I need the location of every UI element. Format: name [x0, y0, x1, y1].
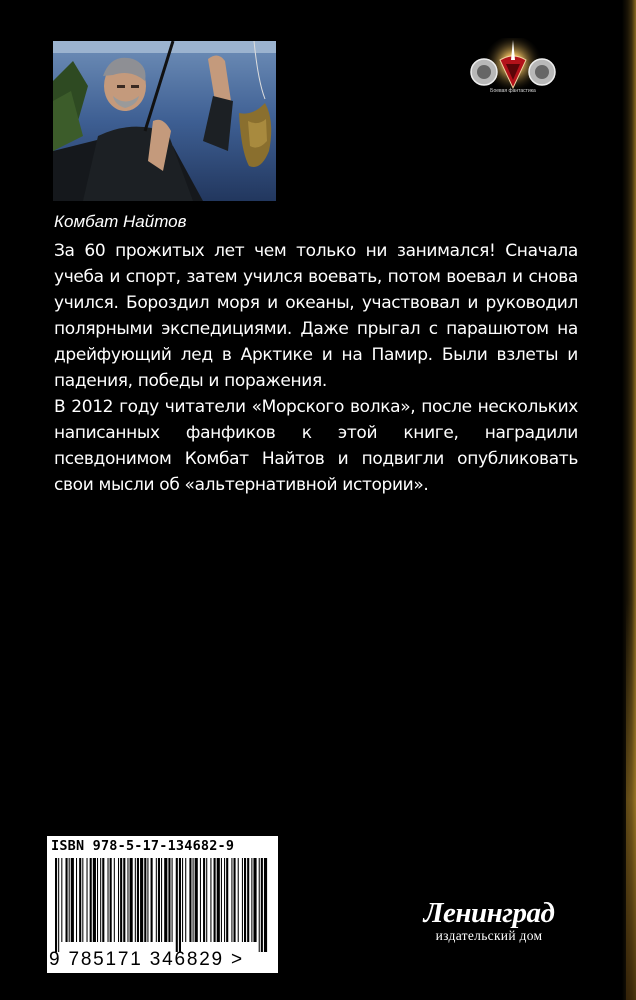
- barcode-bar: [120, 858, 122, 942]
- barcode-bar: [244, 858, 246, 942]
- barcode-bar: [226, 858, 228, 942]
- barcode-bar: [193, 858, 194, 942]
- spine-edge-glow: [626, 600, 636, 1000]
- bio-paragraph: За 60 прожитых лет чем только ни занимался! Сначала учеба и спорт, затем учился воевать, потом воевал и снова учился. Бороздил моря и океаны, участвовал и руководил полярными экспедициями. Даже прыгал с парашютом на дрейфующий лед в Арктике и на Памир. Были взлеты и падения, победы и поражения.: [54, 241, 578, 391]
- barcode-bar: [55, 858, 57, 952]
- barcode-bar: [195, 858, 198, 942]
- barcode-bar: [176, 858, 178, 952]
- barcode-bar: [242, 858, 243, 942]
- barcode-bar: [118, 858, 119, 942]
- barcode-bar: [90, 858, 92, 942]
- isbn-number: ISBN 978-5-17-134682-9: [51, 838, 235, 854]
- barcode-bar: [144, 858, 146, 942]
- barcode-bar: [182, 858, 183, 942]
- barcode-bar: [135, 858, 136, 942]
- barcode-bar: [210, 858, 211, 942]
- barcode-bar: [147, 858, 148, 942]
- author-bio: [54, 238, 578, 498]
- barcode-bar: [97, 858, 98, 942]
- barcode-bar: [168, 858, 170, 942]
- barcode-bar: [71, 858, 74, 942]
- barcode-bar: [82, 858, 83, 942]
- barcode-bar: [102, 858, 104, 942]
- publisher-name: Ленинград: [423, 897, 555, 929]
- barcode-bar: [100, 858, 101, 942]
- barcode-bar: [200, 858, 201, 942]
- barcode-bar: [123, 858, 125, 942]
- barcode-bar: [130, 858, 133, 942]
- barcode-bar: [203, 858, 205, 942]
- barcode-bar: [127, 858, 128, 942]
- barcode-bar: [79, 858, 81, 942]
- barcode-digits: 9 785171 346829 >: [49, 949, 244, 970]
- barcode-bar: [238, 858, 239, 942]
- barcode-bar: [214, 858, 216, 942]
- barcode-bar: [76, 858, 77, 942]
- barcode-bar: [140, 858, 143, 942]
- barcode-bar: [66, 858, 68, 942]
- barcode-bar: [164, 858, 167, 942]
- author-name: Комбат Найтов: [54, 212, 187, 231]
- series-logo-text: Боевая фантастика: [490, 88, 536, 94]
- barcode-bar: [259, 858, 260, 952]
- barcode-bar: [161, 858, 162, 942]
- barcode-bar: [231, 858, 232, 942]
- barcode-bar: [69, 858, 70, 942]
- barcode-bar: [93, 858, 96, 942]
- barcode-bar: [110, 858, 112, 942]
- barcode-bar: [58, 858, 59, 952]
- barcode-bar: [234, 858, 236, 942]
- barcode-bar: [137, 858, 139, 942]
- barcode-bar: [189, 858, 191, 942]
- barcode-bar: [247, 858, 249, 942]
- barcode-bar: [185, 858, 186, 942]
- barcode-bar: [61, 858, 62, 942]
- publisher-logo: [405, 898, 573, 944]
- barcode-bar: [206, 858, 207, 942]
- barcode-bar: [172, 858, 173, 942]
- series-logo: [462, 38, 564, 108]
- bio-paragraph: В 2012 году читатели «Морского волка», после нескольких написанных фанфиков к этой книге, наградили псевдонимом Комбат Найтов и подвигли опубликовать свои мысли об «альтернативной истории».: [54, 397, 578, 495]
- barcode-bar: [264, 858, 267, 952]
- barcode-bar: [156, 858, 157, 942]
- barcode-bar: [87, 858, 88, 942]
- barcode-label: [47, 836, 278, 973]
- barcode-bar: [221, 858, 222, 942]
- barcode-bar: [114, 858, 115, 942]
- barcode-bar: [179, 858, 181, 952]
- publisher-subtitle: издательский дом: [435, 928, 543, 943]
- barcode-bar: [151, 858, 153, 942]
- barcode-bar: [224, 858, 225, 942]
- barcode-bar: [261, 858, 263, 952]
- barcode-bar: [217, 858, 220, 942]
- barcode-bar: [158, 858, 160, 942]
- author-photo: [53, 41, 276, 201]
- barcode-bar: [108, 858, 109, 942]
- barcode-bar: [253, 858, 256, 942]
- barcode: [51, 858, 271, 952]
- barcode-bar: [251, 858, 252, 942]
